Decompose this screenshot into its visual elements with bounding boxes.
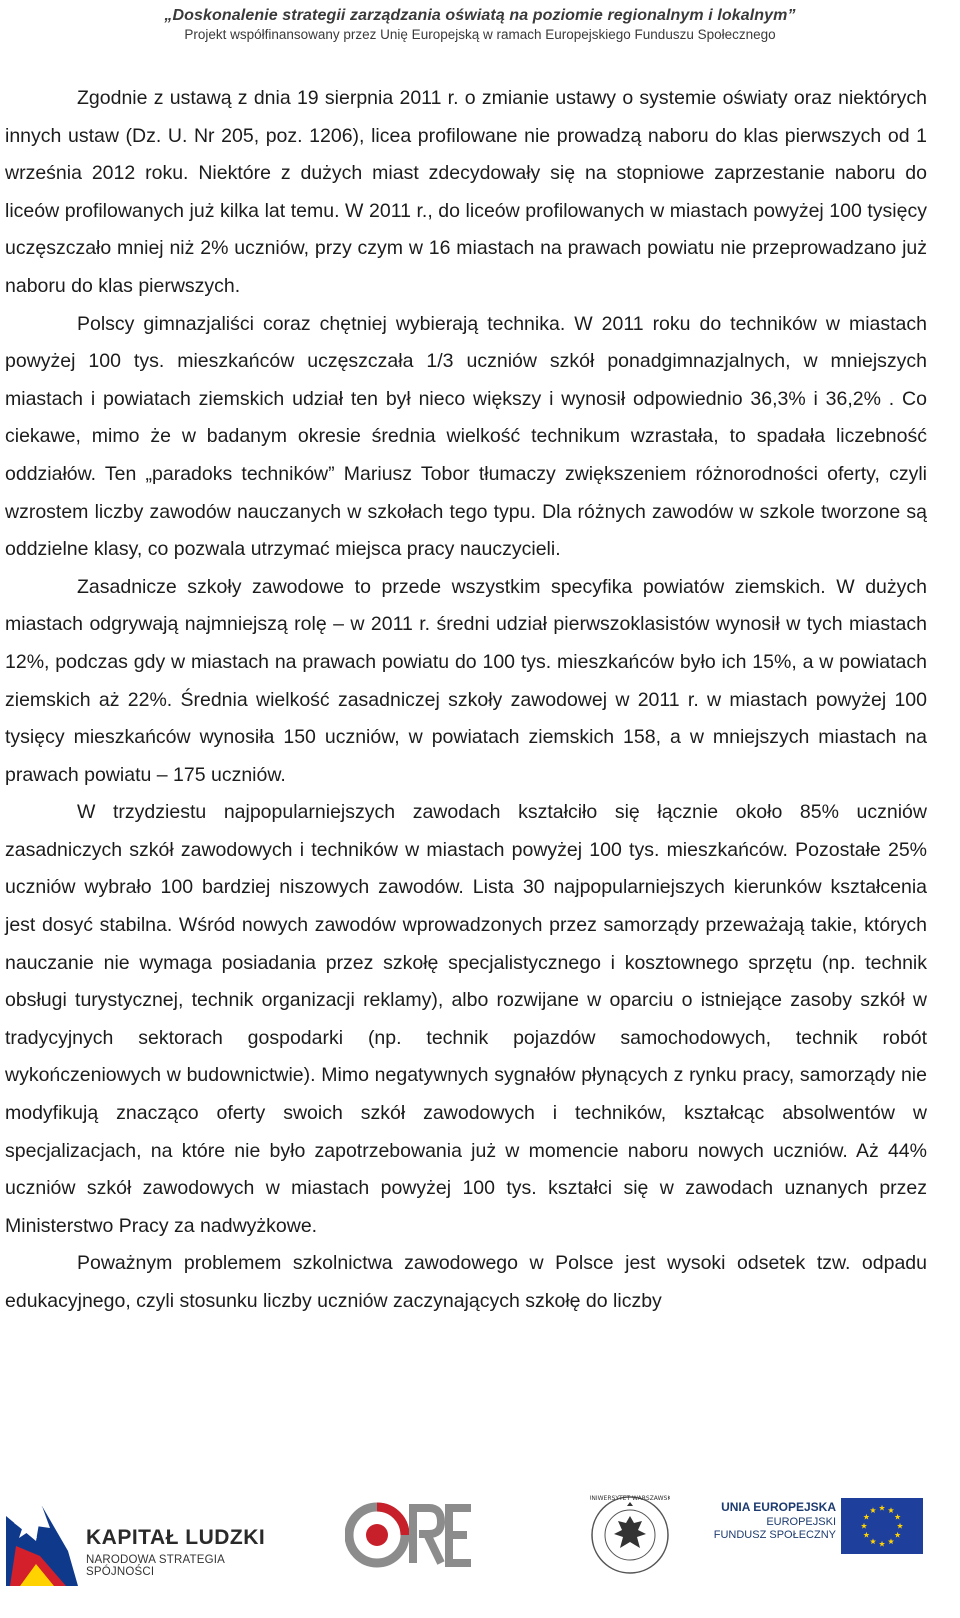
kapital-ludzki-name: KAPITAŁ LUDZKI bbox=[86, 1526, 266, 1549]
eu-fund-line2: FUNDUSZ SPOŁECZNY bbox=[713, 1529, 836, 1541]
kapital-ludzki-emblem-icon bbox=[6, 1486, 78, 1586]
ore-logo bbox=[345, 1500, 475, 1570]
ore-emblem-icon bbox=[345, 1500, 475, 1570]
footer-logos bbox=[0, 1478, 960, 1608]
paragraph: Polscy gimnazjaliści coraz chętniej wybierają technika. W 2011 roku do techników w miastach powyżej 100 tys. mieszkańców uczęszczała 1/3 uczniów szkół ponadgimnazjalnych, w mniejszych miastach i powiatach ziemskich udział ten był nieco większy i wynosił odpowiednio 36,3% i 36,2% . Co ciekawe, mimo że w badanym okresie średnia wielkość technikum wzrastała, to spadała liczebność oddziałów. Ten „paradoks techników” Mariusz Tobor tłumaczy zwiększeniem różnorodności oferty, czyli wzrostem liczby zawodów nauczanych w szkołach tego typu. Dla różnych zawodów w szkole tworzone są oddzielne klasy, co pozwala utrzymać miejsca pracy nauczycieli. bbox=[5, 312, 927, 561]
eu-logo bbox=[713, 1498, 928, 1573]
document-body bbox=[5, 80, 927, 1321]
kapital-ludzki-logo bbox=[6, 1486, 276, 1586]
eu-fund-line1: EUROPEJSKI bbox=[766, 1516, 836, 1528]
project-subtitle: Projekt współfinansowany przez Unię Europejską w ramach Europejskiego Funduszu Społecznego bbox=[184, 27, 776, 42]
paragraph: Poważnym problemem szkolnictwa zawodowego w Polsce jest wysoki odsetek tzw. odpadu edukacyjnego, czyli stosunku liczby uczniów zaczynających szkołę do liczby bbox=[5, 1252, 927, 1312]
kapital-ludzki-tagline: NARODOWA STRATEGIA SPÓJNOŚCI bbox=[86, 1554, 225, 1578]
uw-eagle-seal-icon bbox=[590, 1488, 670, 1583]
project-title: „Doskonalenie strategii zarządzania oświatą na poziomie regionalnym i lokalnym” bbox=[164, 7, 796, 24]
paragraph: Zgodnie z ustawą z dnia 19 sierpnia 2011 r. o zmianie ustawy o systemie oświaty oraz niektórych innych ustaw (Dz. U. Nr 205, poz. 1206), licea profilowane nie prowadzą naboru do klas pierwszych od 1 września 2012 roku. Niektóre z dużych miast zdecydowały się na stopniowe zaprzestanie naboru do liceów profilowanych już kilka lat temu. W 2011 r., do liceów profilowanych w miastach powyżej 100 tysięcy uczęszczało mniej niż 2% uczniów, przy czym w 16 miastach na prawach powiatu nie przeprowadzano już naboru do klas pierwszych. bbox=[5, 87, 927, 297]
document-header bbox=[0, 6, 960, 43]
eu-flag-icon bbox=[841, 1498, 923, 1554]
uniwersytet-warszawski-logo bbox=[590, 1488, 670, 1583]
uw-seal-text: UNIWERSYTET WARSZAWSKI bbox=[590, 1495, 670, 1502]
eu-name: UNIA EUROPEJSKA bbox=[721, 1500, 836, 1514]
paragraph: W trzydziestu najpopularniejszych zawodach kształciło się łącznie około 85% uczniów zasadniczych szkół zawodowych i techników w miastach powyżej 100 tys. mieszkańców. Pozostałe 25% uczniów wybrało 100 bardziej niszowych zawodów. Lista 30 najpopularniejszych kierunków kształcenia jest dosyć stabilna. Wśród nowych zawodów wprowadzonych przez samorządy przeważają takie, których nauczanie nie wymaga posiadania przez szkołę specjalistycznego i kosztownego sprzętu (np. technik obsługi turystycznej, technik organizacji reklamy), albo rozwijane w oparciu o istniejące zasoby szkół w tradycyjnych sektorach gospodarki (np. technik pojazdów samochodowych, technik robót wykończeniowych w budownictwie). Mimo negatywnych sygnałów płynących z rynku pracy, samorządy nie modyfikują znacząco oferty swoich szkół zawodowych i techników, kształcąc absolwentów w specjalizacjach, na które nie było zapotrzebowania już w momencie naboru nowych uczniów. Aż 44% uczniów szkół zawodowych w miastach powyżej 100 tys. kształci się w zawodach uznanych przez Ministerstwo Pracy za nadwyżkowe. bbox=[5, 801, 927, 1237]
paragraph: Zasadnicze szkoły zawodowe to przede wszystkim specyfika powiatów ziemskich. W dużych miastach odgrywają najmniejszą rolę – w 2011 r. średni udział pierwszoklasistów wynosił w tych miastach 12%, podczas gdy w miastach na prawach powiatu do 100 tys. mieszkańców było ich 15%, a w powiatach ziemskich aż 22%. Średnia wielkość zasadniczej szkoły zawodowej w 2011 r. w miastach powyżej 100 tysięcy mieszkańców wynosiła 150 uczniów, w powiatach ziemskich 158, a w mniejszych miastach na prawach powiatu – 175 uczniów. bbox=[5, 575, 927, 786]
